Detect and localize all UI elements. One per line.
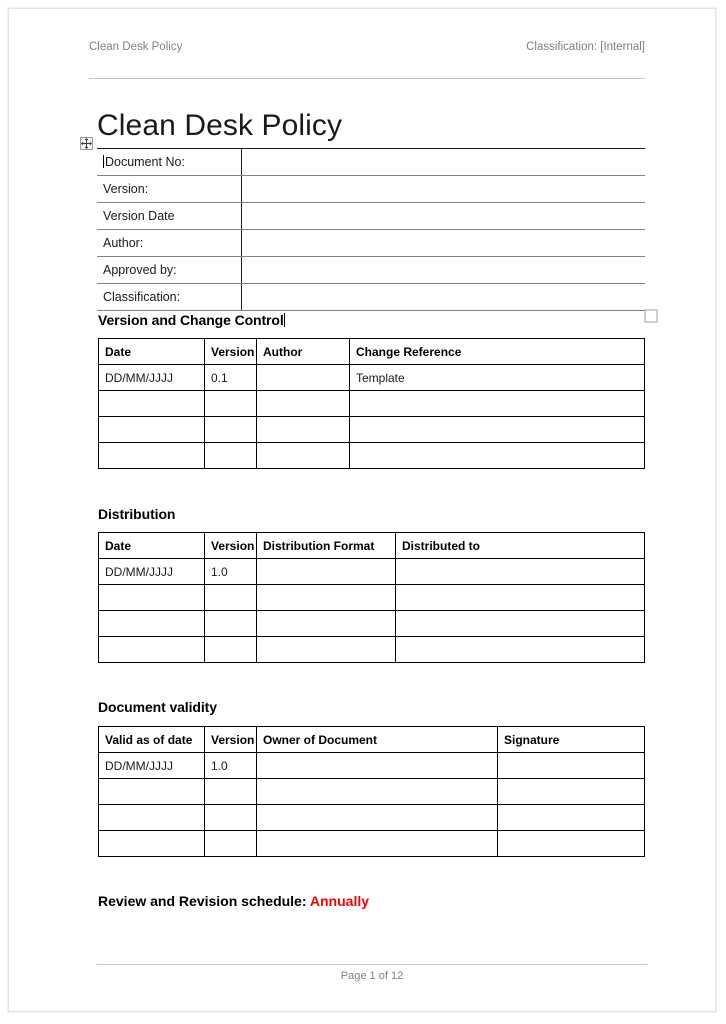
table-row[interactable] (99, 779, 645, 805)
cell-date[interactable]: DD/MM/JJJJ (99, 559, 205, 585)
column-header-version: Version (205, 339, 257, 365)
info-value-version[interactable] (241, 176, 645, 203)
cell-version[interactable] (205, 611, 257, 637)
info-value-author[interactable] (241, 230, 645, 257)
cell-version[interactable]: 0.1 (205, 365, 257, 391)
column-header-distribution-format: Distribution Format (257, 533, 396, 559)
column-header-date: Date (99, 533, 205, 559)
text-caret (103, 155, 104, 168)
cell-distributed-to[interactable] (396, 559, 645, 585)
info-label-document-no[interactable] (97, 149, 241, 176)
cell-version[interactable] (205, 805, 257, 831)
info-label-version[interactable]: Version: (97, 176, 241, 203)
cell-distribution-format[interactable] (257, 611, 396, 637)
cell-version[interactable] (205, 443, 257, 469)
cell-version[interactable] (205, 831, 257, 857)
table-row[interactable] (97, 203, 645, 230)
table-row[interactable] (99, 391, 645, 417)
info-value-document-no[interactable] (241, 149, 645, 176)
footer-page-number: Page 1 of 12 (340, 970, 404, 982)
cell-author[interactable] (257, 365, 350, 391)
table-row[interactable] (99, 417, 645, 443)
cell-distribution-format[interactable] (257, 637, 396, 663)
cell-date[interactable] (99, 637, 205, 663)
cell-version[interactable] (205, 391, 257, 417)
cell-date[interactable] (99, 611, 205, 637)
version-change-control-table[interactable] (98, 338, 645, 469)
cell-signature[interactable] (498, 805, 645, 831)
cell-valid-as-of-date[interactable] (99, 805, 205, 831)
cell-distributed-to[interactable] (396, 637, 645, 663)
cell-version[interactable] (205, 637, 257, 663)
cell-signature[interactable] (498, 753, 645, 779)
column-header-change-reference: Change Reference (350, 339, 645, 365)
section-heading-distribution: Distribution (98, 506, 176, 522)
document-validity-table[interactable] (98, 726, 645, 857)
cell-date[interactable] (99, 443, 205, 469)
review-revision-schedule (98, 893, 369, 909)
table-row[interactable] (99, 585, 645, 611)
cell-distributed-to[interactable] (396, 611, 645, 637)
cell-valid-as-of-date[interactable]: DD/MM/JJJJ (99, 753, 205, 779)
table-row[interactable] (97, 176, 645, 203)
cell-distribution-format[interactable] (257, 559, 396, 585)
cell-date[interactable] (99, 417, 205, 443)
text-caret (284, 313, 285, 327)
cell-date[interactable] (99, 585, 205, 611)
column-header-owner-of-document: Owner of Document (257, 727, 498, 753)
table-row[interactable] (99, 805, 645, 831)
table-row[interactable] (99, 611, 645, 637)
cell-date[interactable] (99, 391, 205, 417)
column-header-version: Version (205, 727, 257, 753)
header-divider (89, 78, 645, 79)
column-header-version: Version (205, 533, 257, 559)
table-row[interactable] (99, 365, 645, 391)
column-header-signature: Signature (498, 727, 645, 753)
info-label-approved-by[interactable]: Approved by: (97, 257, 241, 284)
cell-version[interactable] (205, 417, 257, 443)
distribution-table[interactable] (98, 532, 645, 663)
info-value-approved-by[interactable] (241, 257, 645, 284)
info-label-author[interactable]: Author: (97, 230, 241, 257)
table-row[interactable] (99, 443, 645, 469)
cell-owner-of-document[interactable] (257, 753, 498, 779)
cell-version[interactable] (205, 585, 257, 611)
table-move-handle-icon[interactable] (80, 137, 93, 150)
info-value-version-date[interactable] (241, 203, 645, 230)
table-row[interactable] (99, 559, 645, 585)
table-row[interactable] (97, 284, 645, 311)
column-header-date: Date (99, 339, 205, 365)
header-right-text: Classification: [Internal] (526, 41, 645, 53)
column-header-author: Author (257, 339, 350, 365)
section-heading-version-change-control (98, 312, 285, 328)
footer-divider (97, 964, 647, 965)
section-heading-text: Version and Change Control (98, 312, 284, 328)
cell-author[interactable] (257, 417, 350, 443)
table-resize-handle-icon[interactable] (644, 309, 658, 323)
cell-distributed-to[interactable] (396, 585, 645, 611)
cell-version[interactable]: 1.0 (205, 753, 257, 779)
cell-change-reference[interactable]: Template (350, 365, 645, 391)
cell-version[interactable]: 1.0 (205, 559, 257, 585)
table-row[interactable] (99, 753, 645, 779)
table-row[interactable] (97, 230, 645, 257)
cell-signature[interactable] (498, 779, 645, 805)
page-title: Clean Desk Policy (97, 109, 343, 142)
cell-date[interactable]: DD/MM/JJJJ (99, 365, 205, 391)
table-row[interactable] (97, 149, 645, 176)
info-value-classification[interactable] (241, 284, 645, 311)
cell-owner-of-document[interactable] (257, 831, 498, 857)
column-header-distributed-to: Distributed to (396, 533, 645, 559)
cell-valid-as-of-date[interactable] (99, 779, 205, 805)
document-info-table[interactable] (97, 148, 645, 311)
cell-author[interactable] (257, 391, 350, 417)
cell-change-reference[interactable] (350, 417, 645, 443)
info-label-version-date[interactable]: Version Date (97, 203, 241, 230)
cell-signature[interactable] (498, 831, 645, 857)
header-left-text: Clean Desk Policy (89, 41, 183, 53)
document-page[interactable] (8, 8, 716, 1012)
cell-valid-as-of-date[interactable] (99, 831, 205, 857)
table-header-row (99, 533, 645, 559)
cell-owner-of-document[interactable] (257, 779, 498, 805)
section-heading-document-validity: Document validity (98, 699, 217, 715)
info-label-text: Document No: (105, 155, 185, 169)
review-label: Review and Revision schedule: (98, 893, 310, 909)
cell-change-reference[interactable] (350, 443, 645, 469)
table-header-row (99, 339, 645, 365)
cell-distribution-format[interactable] (257, 585, 396, 611)
table-row[interactable] (99, 637, 645, 663)
cell-author[interactable] (257, 443, 350, 469)
info-label-classification[interactable]: Classification: (97, 284, 241, 311)
running-header (89, 41, 645, 53)
table-header-row (99, 727, 645, 753)
table-row[interactable] (99, 831, 645, 857)
cell-change-reference[interactable] (350, 391, 645, 417)
cell-version[interactable] (205, 779, 257, 805)
column-header-valid-as-of-date: Valid as of date (99, 727, 205, 753)
cell-owner-of-document[interactable] (257, 805, 498, 831)
table-row[interactable] (97, 257, 645, 284)
review-value: Annually (309, 893, 370, 909)
